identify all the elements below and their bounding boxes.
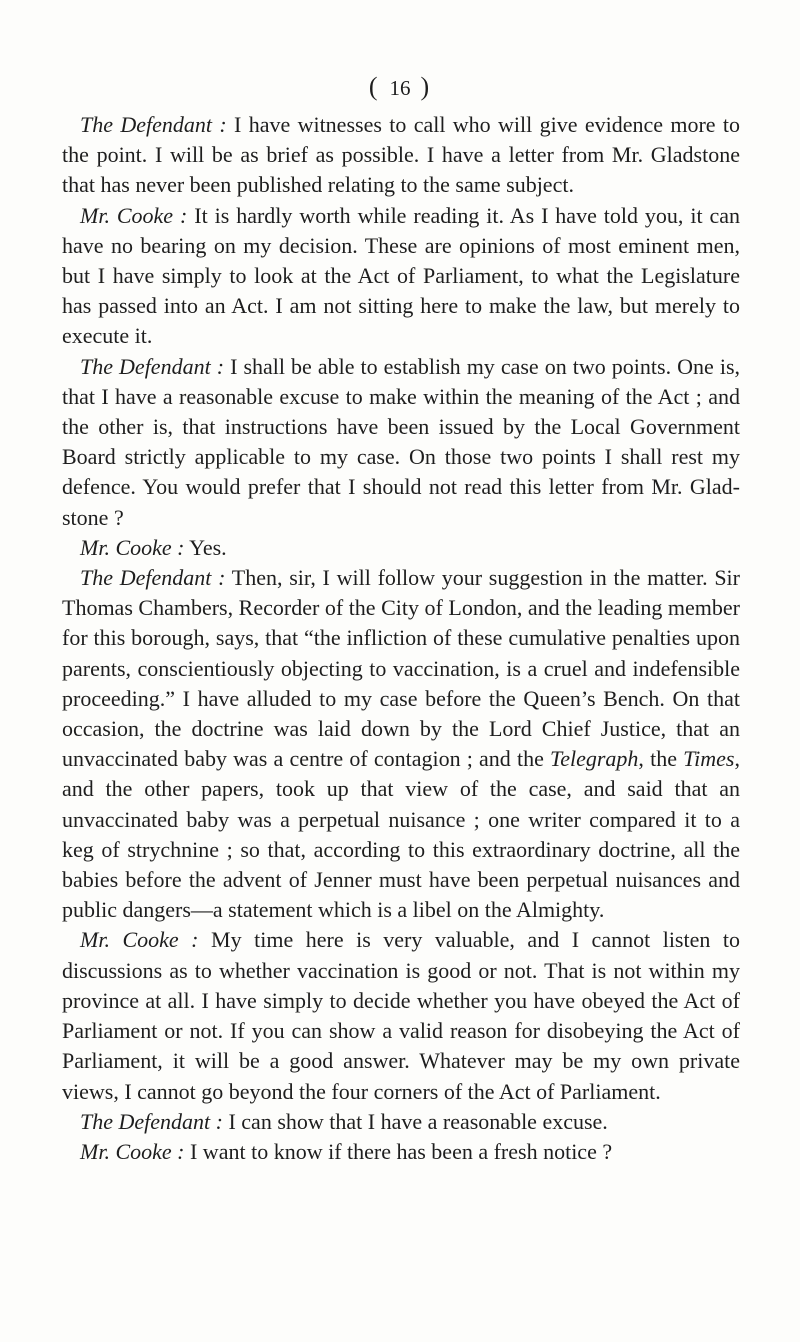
- transcript-paragraph: [62, 533, 740, 563]
- transcript-paragraph: [62, 563, 740, 925]
- publication-title: Times: [683, 746, 735, 772]
- speech-text: Then, sir, I will follow your suggestion in the matter. Sir Thomas Chambers, Recorder of the City of London, and the leading member for this borough, says, that “the infliction of these cumulative penalties upon parents, conscientiously objecting to vaccination, is a cruel and indefensible proceeding.” I have alluded to my case before the Queen’s Bench. On that occasion, the doctrine was laid down by the Lord Chief Justice, that an unvaccinated baby was a centre of contagion ; and the: [62, 565, 740, 772]
- transcript-body: [62, 110, 740, 1167]
- speaker-name: The Defendant :: [80, 565, 226, 591]
- speech-text: Yes.: [184, 534, 227, 560]
- transcript-paragraph: [62, 110, 740, 201]
- speech-text: It is hardly worth while reading it. As I have told you, it can have no bearing on my decision. These are opinions of most eminent men, but I have simply to look at the Act of Parliament, to what the Legislature has passed into an Act. I am not sitting here to make the law, but merely to execute it.: [62, 202, 741, 349]
- speaker-name: Mr. Cooke :: [80, 1138, 185, 1164]
- speech-text: , the: [638, 746, 684, 772]
- speaker-name: Mr. Cooke :: [80, 202, 188, 228]
- speaker-name: The Defendant :: [80, 112, 227, 137]
- speech-text: I can show that I have a reasonable excuse.: [222, 1108, 608, 1134]
- transcript-paragraph: [62, 1107, 740, 1137]
- page-number-open-paren: (: [368, 72, 380, 101]
- speaker-name: Mr. Cooke :: [80, 534, 185, 560]
- speech-text: My time here is very valuable, and I cannot listen to discussions as to whether vaccination is good or not. That is not within my province at all. I have simply to decide whether you have obeyed the Act of Parliament or not. If you can show a valid reason for disobeying the Act of Parliament, it will be a good answer. Whatever may be my own private views, I cannot go beyond the four corners of the Act of Parliament.: [62, 927, 740, 1104]
- transcript-paragraph: [62, 1137, 740, 1167]
- speaker-name: The Defendant :: [80, 1108, 223, 1134]
- transcript-paragraph: [62, 352, 740, 533]
- publication-title: Telegraph: [550, 746, 639, 772]
- transcript-paragraph: [62, 201, 740, 352]
- speaker-name: The Defendant :: [80, 353, 225, 379]
- speaker-name: Mr. Cooke :: [80, 927, 199, 953]
- page-number: [0, 70, 800, 105]
- speech-text: I shall be able to establish my case on two points. One is, that I have a reasonable excuse to make within the meaning of the Act ; and the other is, that instructions have been issued by the Local Government Board strictly applicable to my case. On those two points I shall rest my defence. You would prefer that I should not read this letter from Mr. Gladstone ?: [62, 353, 740, 530]
- speech-text: I have witnesses to call who will give evidence more to the point. I will be as brief as possible. I have a letter from Mr. Gladstone that has never been published relating to the same subject.: [62, 112, 741, 198]
- speech-text: I want to know if there has been a fresh notice ?: [184, 1138, 613, 1164]
- page-number-close-paren: ): [420, 72, 432, 101]
- transcript-paragraph: [62, 925, 740, 1106]
- speech-text: , and the other papers, took up that view of the case, and said that an unvaccinated baby was a perpetual nuisance ; one writer compared it to a keg of strychnine ; so that, according to this extraordinary doctrine, all the babies before the advent of Jenner must have been perpetual nuisances and public dangers—a statement which is a libel on the Almighty.: [62, 746, 740, 923]
- page-number-value: 16: [389, 76, 411, 100]
